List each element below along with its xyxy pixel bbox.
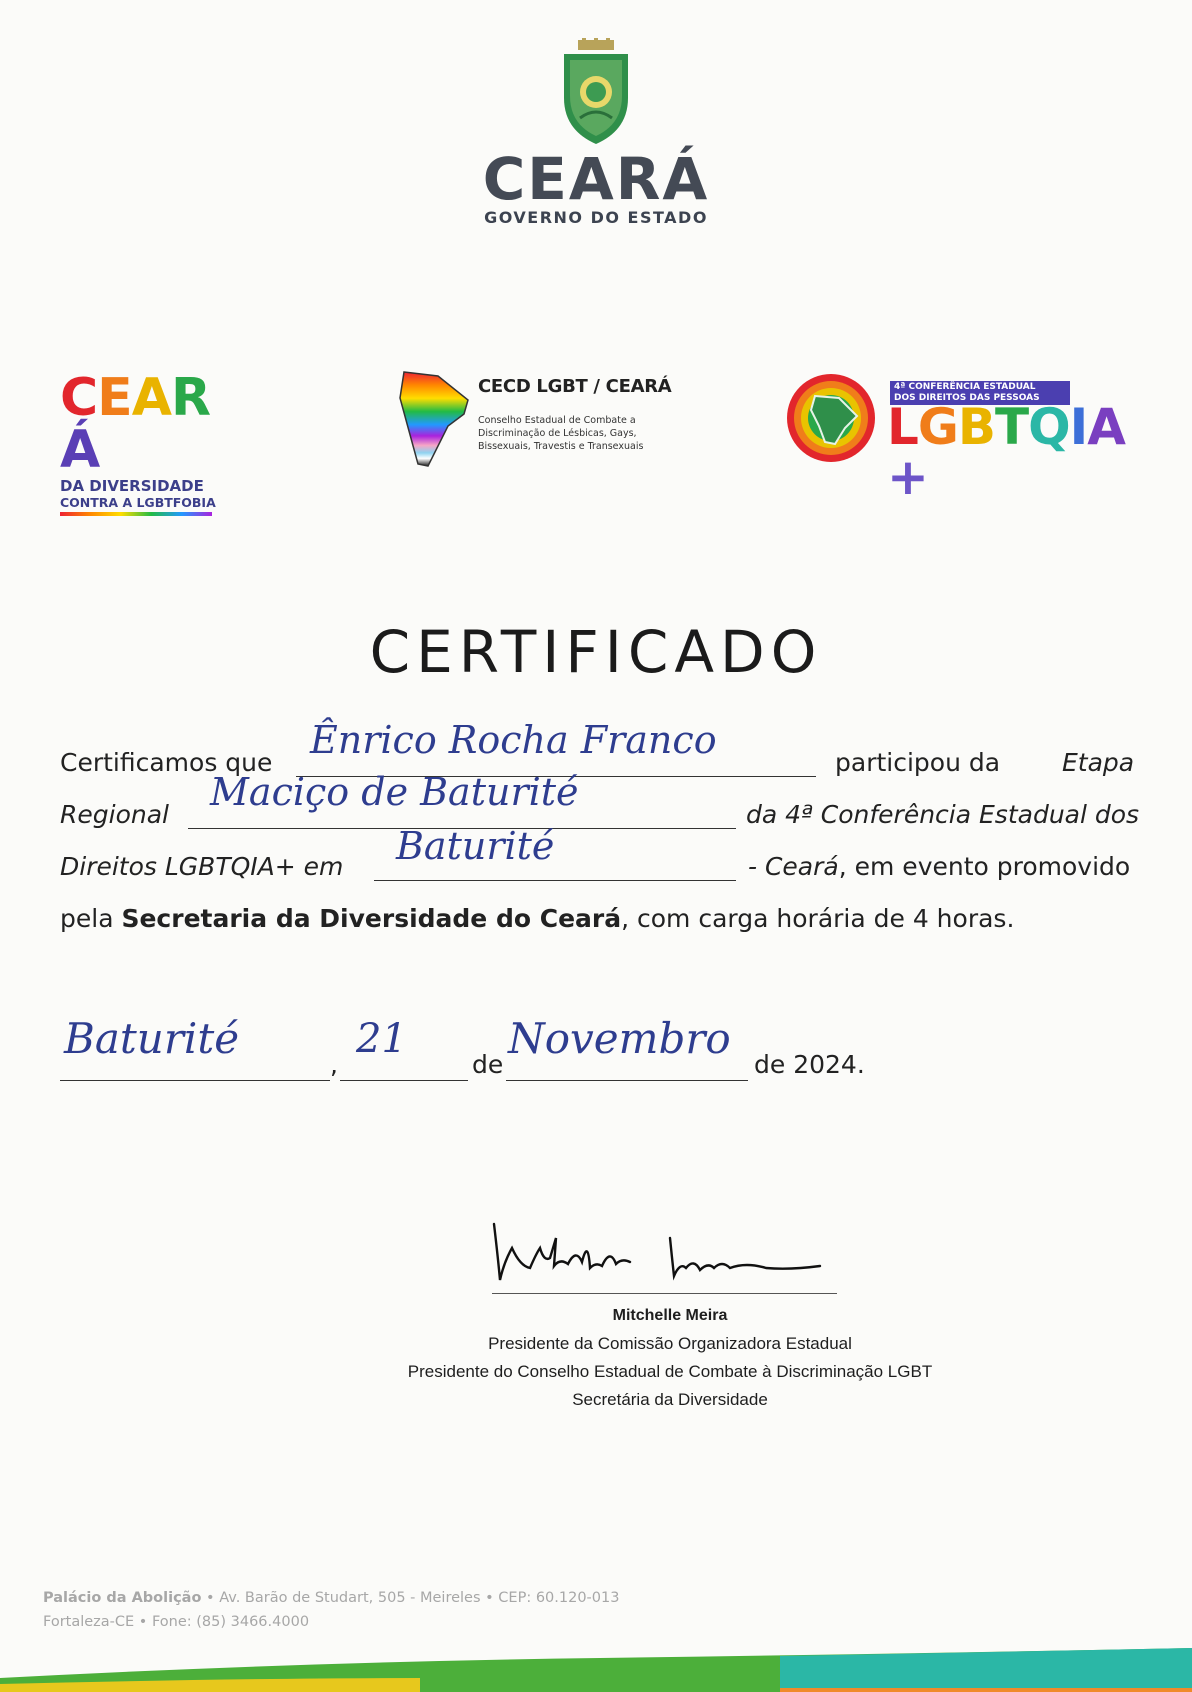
signature-line [492,1293,837,1294]
year-text: de 2024. [754,1050,865,1079]
ceara-diversidade-logo [60,368,230,510]
conferencia-lgbtqia-logo [785,372,1135,506]
body-line-4 [60,904,1146,944]
secretaria-text: Secretaria da Diversidade do Ceará [121,904,622,933]
handwritten-day: 21 [356,1016,407,1062]
ceara-crest-logo [560,38,632,146]
carga-horaria-text: , com carga horária de 4 horas. [621,904,1015,933]
cecd-title: CECD LGBT / CEARÁ [478,376,672,397]
footer-address [43,1590,619,1606]
bottom-color-band [0,1648,1192,1692]
logo-line-diversidade: DA DIVERSIDADE [60,477,204,495]
handwritten-month: Novembro [508,1014,731,1063]
etapa-text: Etapa [1062,748,1135,777]
ceara-text: - Ceará [748,852,839,881]
banner-line-1: 4ª CONFERÊNCIA ESTADUAL [894,382,1036,392]
signer-name: Mitchelle Meira [612,1307,728,1324]
cecd-lgbt-logo [398,370,698,470]
regional-text: Regional [60,800,169,829]
handwritten-name: Ênrico Rocha Franco [310,718,717,762]
signature-scribble [490,1218,830,1288]
body-line-2 [60,770,1146,840]
footer-city-phone: Fortaleza-CE • Fone: (85) 3466.4000 [43,1614,310,1630]
date-line [60,1014,1146,1090]
rainbow-circle-map-icon [785,372,877,464]
conferencia-text: da 4ª Conferência Estadual dos [746,800,1140,829]
rainbow-bar [60,512,212,516]
body-line-3 [60,824,1146,892]
banner-line-2: DOS DIREITOS DAS PESSOAS [894,393,1040,403]
ceara-rainbow-word: CEARÁ [60,368,210,480]
participou-text: participou da [835,748,1001,777]
ceara-title: CEARÁ [482,145,710,213]
pela-text: pela [60,904,114,933]
certificate-title: CERTIFICADO [369,618,823,686]
signer-role-2: Presidente do Conselho Estadual de Combate à Discriminação LGBT [407,1362,933,1381]
governo-subtitle: GOVERNO DO ESTADO [484,208,708,227]
date-comma: , [330,1050,338,1079]
evento-text: , em evento promovido [838,852,1131,881]
ceara-rainbow-map-icon [398,370,472,470]
signer-role-1: Presidente da Comissão Organizadora Estadual [488,1334,852,1353]
certificamos-que-text: Certificamos que [60,748,273,777]
logo-line-lgbtfobia: CONTRA A LGBTFOBIA [60,494,216,510]
de-text: de [472,1050,504,1079]
handwritten-city: Baturité [396,824,555,868]
cecd-description: Conselho Estadual de Combate a Discriminação de Lésbicas, Gays, Bissexuais, Travestis e Transexuais [478,415,644,452]
lgbtqia-rainbow-word: LGBTQIA+ [887,398,1125,506]
handwritten-date-city: Baturité [64,1014,240,1063]
handwritten-region: Maciço de Baturité [210,770,579,814]
footer-place: Palácio da Abolição [43,1590,202,1606]
signer-role-3: Secretária da Diversidade [572,1390,768,1409]
direitos-text: Direitos LGBTQIA+ em [60,852,344,881]
footer-address-rest: • Av. Barão de Studart, 505 - Meireles • CEP: 60.120-013 [201,1590,620,1606]
